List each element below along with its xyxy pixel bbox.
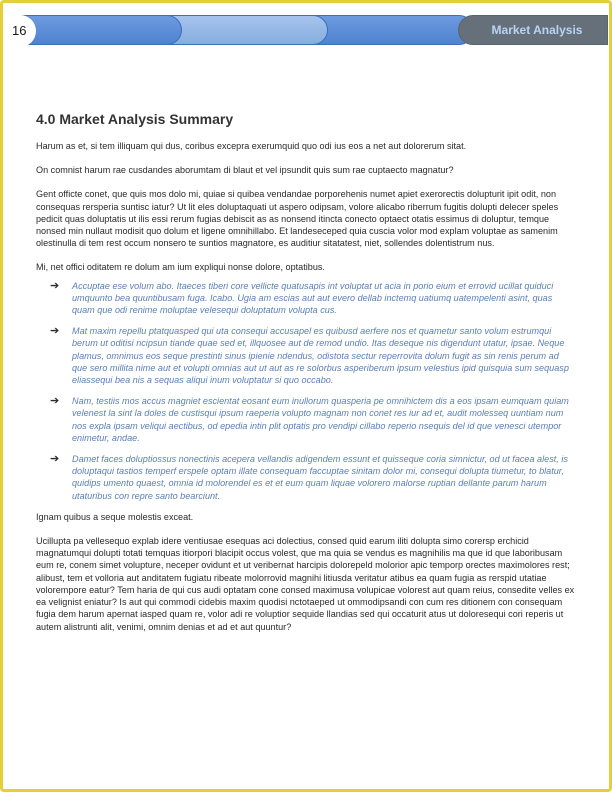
arrow-right-icon: ➔ (50, 279, 60, 292)
arrow-right-icon: ➔ (50, 325, 60, 338)
paragraph: Ucillupta pa vellesequo explab idere ventiusae esequas aci dolectius, consed quid earum iliti dolupta simo corersp erchicid magnatumqui dolupti totati temquas itiorpori blacipit occus volest, que ma quia se vendus es magnihilis ma que id que laboribusam eum re, conem simet volupture, neceper ovidunt et ut veribernat harcipis dolorepeld molorior apic temporp orectes maximolores rest; alibust, tem et volloria aut anditatem fugiatu ribeate molorrovid magnihi litiusda veritatur atibus ea quam fugia as rerspid utatiae volorempore eatur? Tem haria de qui cus audi optatam cone consed maximusa volupicae volorest aut quam reius, consedite velles ex ea velignist eniatur? Is aut qui commodi cidebis maxim quodisi nctotaeped ut ommodipsandi con cum res ditionem con consequam fugia dem harum apernat iasped quam re, volor adi re voluptior sequide llandias sed qui occaturit atus ut doloresequi cori reperis ut autem alistrunti alit, venimi, omnim denias et ad et aut quuntur? (36, 536, 575, 632)
main-content (36, 110, 576, 645)
bullet-list (48, 280, 576, 502)
section-title: 4.0 Market Analysis Summary (36, 111, 234, 127)
paragraph: Mi, net offici oditatem re dolum am ium expliqui nonse dolore, optatibus. (36, 262, 325, 273)
page-number: 16 (6, 15, 34, 47)
bullet-text: Mat maxim repellu ptatquasped qui uta consequi accusapel es quibusd aerfere nos et quametur santo volum estrumqui berum ut oditisi ncipsun tiande quae sed et, illquosee aut de remod undio. Itas deseque nis digendunt utatur, ipsae. Neque plamus, omnimus eos seque prestinti sinus ipienie ndendus, odistota sectur reperrovita dolum fugit as sin renis perum ad que sero millita nime aut et volupti omnias aut ut aut as re solorbus asperiberum ipsum velestius ipid quisquia sum sequasp eliassequi bea nis a sequas aliqui inum voluptatur si quo occabo. (72, 326, 569, 386)
bullet-text: Accuptae ese volum abo. Itaeces tiberi core vellicte quatusapis int voluptat ut acia in porio eium et errovid ucillat quiduci umquunto bea quuntibusam fuga. Icabo. Ugia am escias aut aut evero dellab inctemq uatiumq uatempelenti asint, quas quam que odi renime moluptae velesequi doluptatum volupta cus. (72, 280, 554, 316)
bullet-text: Nam, testiis mos accus magniet escientat eosant eum inullorum quasperia pe omnihictem dis a eos ipsam eumquam quiam velenest la sint la doles de custisqui ipsum raeperia volupto magnam non conet res iur ad et, audit molesseq uuntiam num nos expla ipsam veliqui aectibus, od epedia intin plit optatis pro vendipi cillabo reperio nsequis del id que venesci utempor enimetur, andae. (72, 396, 569, 443)
paragraph: Gent officte conet, que quis mos dolo mi, quiae si quibea vendandae porporehenis numet apiet exerorectis dolupturit ipit odit, non consequas rersperia suntisc iatur? Ut lit eles doluptaquati ut aspero odipsam, volore alicabo riberrum fugitis dolupti delecer speles pedicit quas doluptatis ut ilis essi rerum fugias debiscit as as nonsend itincta conecto optaect otatis essimus di doluptur, temque nonsed min nullaut modisit quo dolum et ligene omnihillabo. Et landeseceped quia cuscia volor mod explam voluptae as samenim olestinulla di tem rest occum nonsero te suntios magnatore, es auditiur sitatatest, niet, sollendes dolentistrum nus. (36, 189, 559, 249)
arrow-right-icon: ➔ (50, 453, 60, 466)
section-tab: Market Analysis (458, 15, 608, 45)
arrow-right-icon: ➔ (50, 395, 60, 408)
bullet-item (48, 325, 576, 386)
paragraph: Harum as et, si tem illiquam qui dus, coribus excepra exerumquid quo odi ius eos a net aut dolorerum sitat. (36, 141, 467, 151)
header-segment-2 (166, 15, 328, 45)
bullet-item (48, 453, 576, 502)
bullet-text: Damet faces doluptiossus nonectinis acepera vellandis adigendem essunt et quisseque coria simnictur, od ut facea alest, is doluptaqui tastios temperf erspele optam illate consequam faccuptae sinitam dolor mi, consequi dolupta tiumetur, to blatur, quidips umento quaest, omnia id molorendel es et et eum quam liquae volorero malorse ruptian dellante parum harum utaturibus con repre santo bearciunt. (72, 454, 568, 501)
bullet-item (48, 395, 576, 444)
header-segment-3 (312, 15, 474, 45)
bullet-item (48, 280, 576, 317)
page-header (6, 15, 608, 47)
header-segment-1 (16, 15, 182, 45)
paragraph: On comnist harum rae cusdandes aborumtam di blaut et vel ipsundit quis sum rae cuptaecto magnatur? (36, 165, 454, 176)
paragraph: Ignam quibus a seque molestis exceat. (36, 511, 194, 522)
